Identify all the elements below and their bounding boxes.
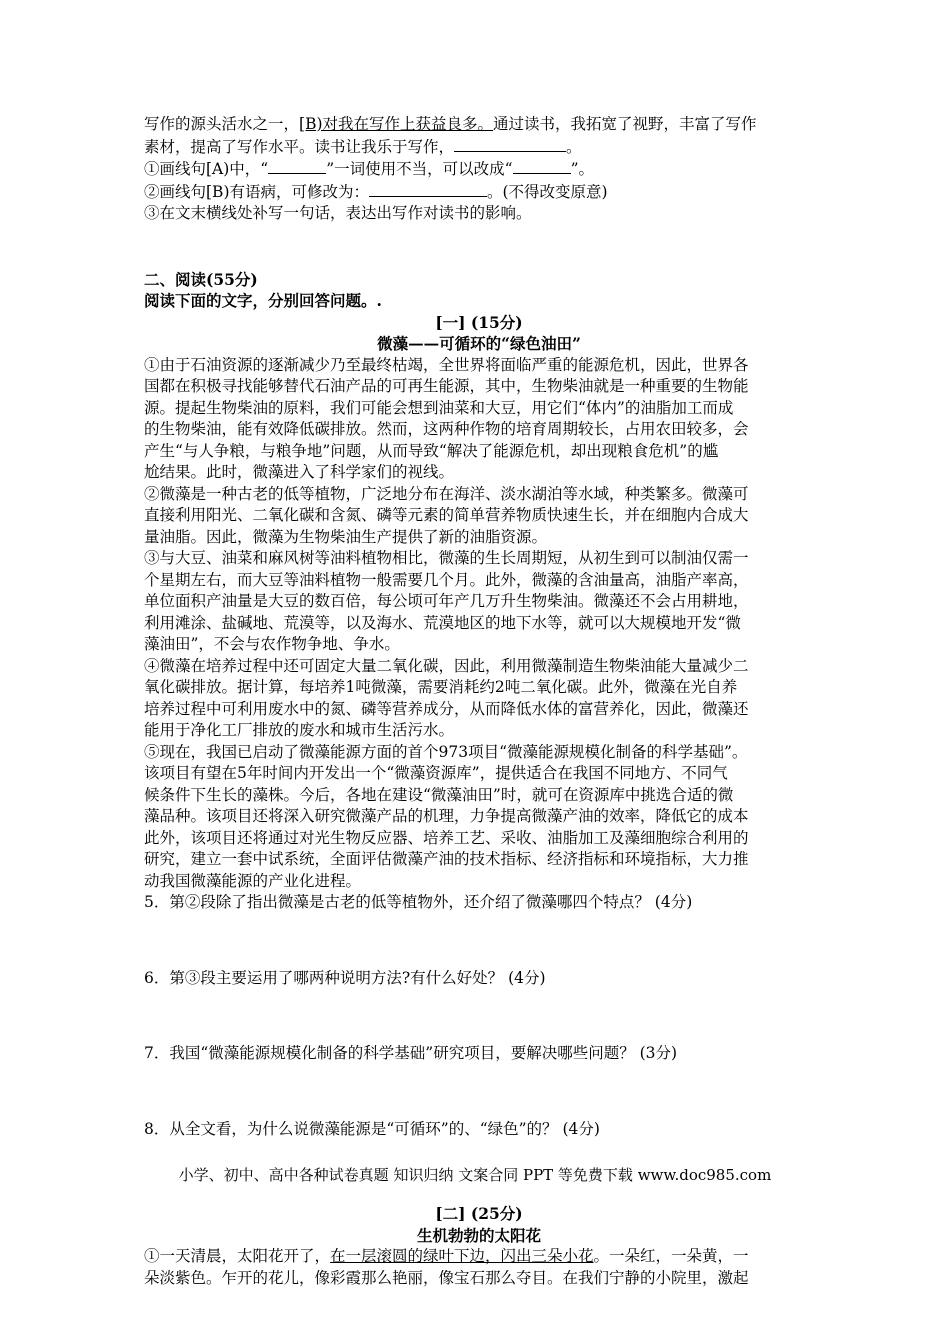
answer-blank	[268, 158, 326, 174]
passage-2-label: [二] (25分)	[435, 1204, 523, 1223]
answer-blank	[454, 136, 566, 152]
underlined-sentence-b: [B)对我在写作上获益良多。	[299, 115, 494, 133]
passage-1-title: 微藻——可循环的“绿色油田”	[377, 334, 581, 353]
question-8: 8．从全文看，为什么说微藻能源是“可循环”的、“绿色”的？ (4分)	[144, 1119, 600, 1138]
intro-text: 素材，提高了写作水平。读书让我乐于写作，	[144, 137, 455, 156]
passage-1-line: 产生“与人争粮，与粮争地”问题，从而导致“解决了能源危机，却出现粮食危机”的尴	[144, 441, 719, 460]
passage-1-line: 利用滩涂、盐碱地、荒漠等，以及海水、荒漠地区的地下水等，就可以大规模地开发“微	[144, 613, 741, 632]
passage-2-line: 朵淡紫色。乍开的花儿，像彩霞那么艳丽，像宝石那么夺目。在我们宁静的小院里，激起	[144, 1268, 749, 1287]
passage-1-line: 藻品种。该项目还将深入研究微藻产品的机理，力争提高微藻产油的效率，降低它的成本	[144, 807, 749, 825]
passage-1-line: 研究，建立一套中试系统，全面评估微藻产油的技术指标、经济指标和环境指标，大力推	[144, 850, 749, 868]
passage-1-line: ④微藻在培养过程中还可固定大量二氧化碳，因此，利用微藻制造生物柴油能大量减少二	[144, 656, 749, 675]
section-instruction: 阅读下面的文字，分别回答问题。.	[144, 291, 382, 310]
passage-1-line: ⑤现在，我国已启动了微藻能源方面的首个973项目“微藻能源规模化制备的科学基础”。	[144, 742, 748, 761]
passage-1-line: 尬结果。此时，微藻进入了科学家们的视线。	[144, 463, 455, 481]
passage-1-line: 此外，该项目还将通过对光生物反应器、培养工艺、采收、油脂加工及藻细胞综合利用的	[144, 828, 749, 847]
passage-2-title: 生机勃勃的太阳花	[416, 1225, 541, 1245]
passage-1-line: 的生物柴油，能有效降低碳排放。然而，这两种作物的培育周期较长，占用农田较多，会	[144, 420, 749, 438]
passage-1-line: 国都在积极寻找能够替代石油产品的可再生能源，其中，生物柴油就是一种重要的生物能	[144, 377, 749, 395]
intro-text: 通过读书，我拓宽了视野，丰富了写作	[493, 115, 757, 133]
question-7: 7．我国“微藻能源规模化制备的科学基础”研究项目，要解决哪些问题？ (3分)	[144, 1044, 678, 1062]
passage-1-line: 单位面积产油量是大豆的数百倍，每公顷可年产几万升生物柴油。微藻还不会占用耕地，	[144, 592, 749, 610]
passage-1-line: 能用于净化工厂排放的废水和城市生活污水。	[144, 721, 455, 739]
passage-1-line: ①由于石油资源的逐渐减少乃至最终枯竭，全世界将面临严重的能源危机，因此，世界各	[144, 355, 749, 374]
passage-1-line: ②微藻是一种古老的低等植物，广泛地分布在海洋、淡水湖泊等水域，种类繁多。微藻可	[144, 484, 749, 503]
passage-1-line: 氧化碳排放。据计算，每培养1吨微藻，需要消耗约2吨二氧化碳。此外，微藻在光自养	[144, 678, 738, 696]
question-1	[144, 158, 814, 181]
intro-line-2	[144, 136, 814, 159]
question-text: 。(不得改变原意)	[487, 182, 608, 201]
question-2	[144, 181, 814, 204]
passage-1-line: 量油脂。因此，微藻为生物柴油生产提供了新的油脂资源。	[144, 527, 548, 546]
question-text: ”一词使用不当，可以改成“	[326, 160, 513, 178]
question-text: ②画线句[B)有语病，可修改为：	[144, 182, 369, 201]
passage-1-line: ③与大豆、油菜和麻风树等油料植物相比，微藻的生长周期短，从初生到可以制油仅需一	[144, 549, 749, 567]
question-text: ”。	[570, 160, 595, 178]
answer-blank	[513, 158, 571, 174]
passage-1-line: 源。提起生物柴油的原料，我们可能会想到油菜和大豆，用它们“体内”的油脂加工而成	[144, 398, 734, 417]
intro-text: 写作的源头活水之一，	[144, 115, 300, 133]
question-6: 6．第③段主要运用了哪两种说明方法?有什么好处？ (4分)	[144, 968, 546, 987]
passage-2-text: 。一朵红，一朵黄，一	[593, 1247, 749, 1265]
question-text: ①画线句[A)中，“	[144, 160, 269, 178]
passage-1-line: 藻油田”，不会与农作物争地、争水。	[144, 635, 400, 653]
passage-1-line: 个星期左右，而大豆等油料植物一般需要几个月。此外，微藻的含油量高，油脂产率高，	[144, 570, 749, 589]
section-title: 二、阅读(55分)	[144, 269, 258, 289]
answer-blank	[369, 181, 487, 197]
document-page	[144, 114, 814, 1289]
intro-line-1	[144, 114, 814, 136]
page-footer: 小学、初中、高中各种试卷真题 知识归纳 文案合同 PPT 等免费下载 www.doc985.com	[178, 1166, 772, 1184]
passage-1-label: [一] (15分)	[435, 312, 523, 332]
passage-2-line	[144, 1246, 814, 1268]
question-3: ③在文末横线处补写一句话，表达出写作对读书的影响。	[144, 204, 532, 222]
question-5: 5．第②段除了指出微藻是古老的低等植物外，还介绍了微藻哪四个特点？ (4分)	[144, 893, 693, 911]
passage-1-line: 直接利用阳光、二氧化碳和含氮、磷等元素的简单营养物质快速生长，并在细胞内合成大	[144, 506, 749, 524]
passage-1-line: 培养过程中可利用废水中的氮、磷等营养成分，从而降低水体的富营养化，因此，微藻还	[144, 699, 749, 718]
passage-1-line: 动我国微藻能源的产业化进程。	[144, 871, 362, 890]
passage-1-line: 候条件下生长的藻株。今后，各地在建设“微藻油田”时，就可在资源库中挑选合适的微	[144, 785, 734, 804]
underlined-sentence: 在一层滚圆的绿叶下边，闪出三朵小花	[330, 1247, 594, 1265]
passage-1-line: 该项目有望在5年时间内开发出一个“微藻资源库”，提供适合在我国不同地方、不同气	[144, 764, 728, 782]
intro-text: 。	[566, 137, 582, 156]
passage-2-text: ①一天清晨，太阳花开了，	[144, 1247, 331, 1265]
